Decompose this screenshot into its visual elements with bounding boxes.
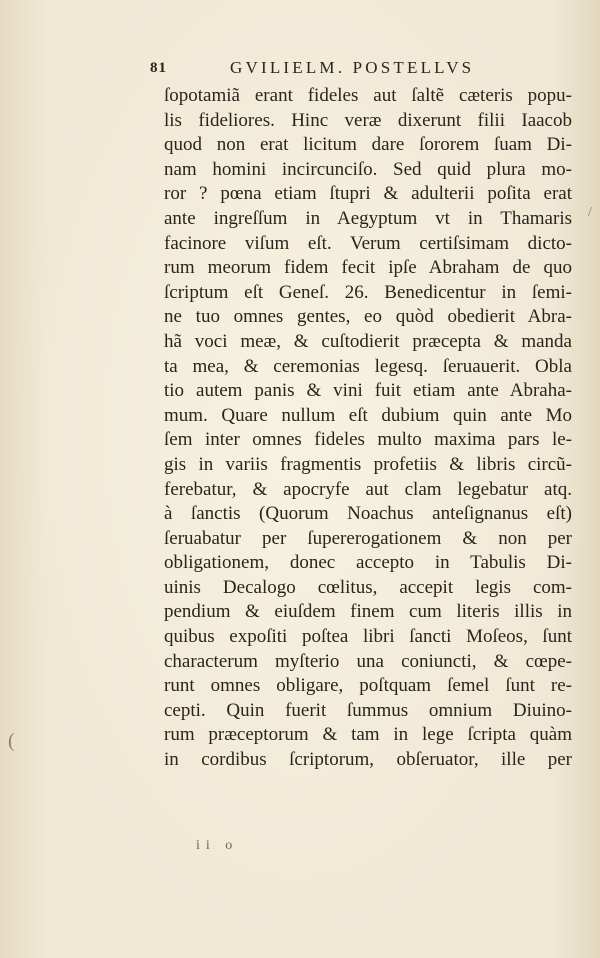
text-line: ſem inter omnes fideles multo maxima pars le-: [164, 429, 572, 451]
text-line: quibus expoſiti poſtea libri ſancti Moſeos, ſunt: [164, 626, 572, 648]
text-line: hã voci meæ, & cuſtodierit præcepta & manda: [164, 330, 572, 352]
text-line: mum. Quare nullum eſt dubium quin ante Mo: [164, 404, 572, 426]
text-line: obligationem, donec accepto in Tabulis Di-: [164, 552, 572, 574]
text-line: à ſanctis (Quorum Noachus anteſignanus eſt): [164, 503, 572, 525]
text-line: ta mea, & ceremonias legesq. ſeruauerit. Obla: [164, 355, 572, 377]
text-line: ror ? pœna etiam ſtupri & adulterii poſita erat: [164, 183, 572, 205]
text-line: rum præceptorum & tam in lege ſcripta quàm: [164, 724, 572, 746]
margin-stain: /: [588, 205, 592, 220]
running-head: GVILIELM. POSTELLVS: [230, 58, 475, 77]
text-line: nam homini incircunciſo. Sed quid plura mo-: [164, 158, 572, 180]
text-line: runt omnes obligare, poſtquam ſemel ſunt re-: [164, 675, 572, 697]
text-line: ſcriptum eſt Geneſ. 26. Benedicentur in ſemi-: [164, 281, 572, 303]
text-line: ne tuo omnes gentes, eo quòd obedierit Abra-: [164, 306, 572, 328]
folio-number: 81: [150, 60, 167, 76]
margin-stain: (: [8, 730, 15, 752]
text-line: ſeruabatur per ſupererogationem & non per: [164, 527, 572, 549]
text-line: uinis Decalogo cœlitus, accepit legis com-: [164, 576, 572, 598]
text-line: ante ingreſſum in Aegyptum vt in Thamaris: [164, 207, 572, 229]
text-line: ferebatur, & apocryfe aut clam legebatur atq.: [164, 478, 572, 500]
text-line: lis fideliores. Hinc veræ dixerunt filii Iaacob: [164, 109, 572, 131]
text-line: quod non erat licitum dare ſororem ſuam Di-: [164, 134, 572, 156]
text-line: rum meorum fidem fecit ipſe Abraham de quo: [164, 257, 572, 279]
signature-mark: ii o: [196, 838, 239, 853]
text-line: facinore viſum eſt. Verum certiſsimam dicto-: [164, 232, 572, 254]
text-line: tio autem panis & vini fuit etiam ante Abraha-: [164, 380, 572, 402]
text-line: characterum myſterio una coniuncti, & cœpe-: [164, 650, 572, 672]
page-header: [150, 58, 570, 82]
text-line: cepti. Quin fuerit ſummus omnium Diuino-: [164, 699, 572, 721]
text-line: pendium & eiuſdem finem cum literis illis in: [164, 601, 572, 623]
text-line: in cordibus ſcriptorum, obſeruator, ille per: [164, 749, 572, 771]
body-text: [164, 84, 572, 773]
text-line: gis in variis fragmentis profetiis & libris circũ-: [164, 453, 572, 475]
text-line: ſopotamiã erant fideles aut ſaltẽ cæteris popu-: [164, 85, 572, 106]
